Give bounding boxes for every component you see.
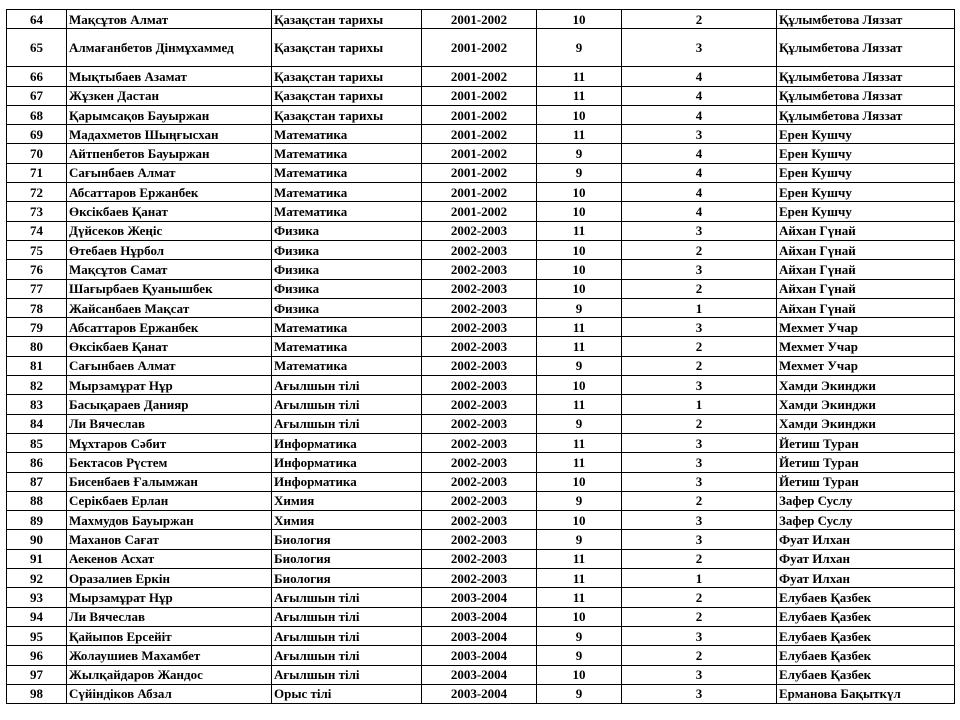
grade-cell: 9: [537, 298, 622, 317]
academic-year-cell: 2002-2003: [422, 356, 537, 375]
subject-cell: Ағылшын тілі: [272, 607, 422, 626]
row-number-cell: 94: [7, 607, 67, 626]
table-row: [7, 569, 955, 588]
teacher-name-cell: Йетиш Туран: [777, 453, 955, 472]
row-number-cell: 90: [7, 530, 67, 549]
place-cell: 2: [622, 607, 777, 626]
teacher-name-cell: Құлымбетова Ляззат: [777, 29, 955, 67]
grade-cell: 10: [537, 665, 622, 684]
row-number-cell: 76: [7, 260, 67, 279]
academic-year-cell: 2001-2002: [422, 125, 537, 144]
grade-cell: 10: [537, 105, 622, 124]
academic-year-cell: 2003-2004: [422, 626, 537, 645]
place-cell: 4: [622, 144, 777, 163]
subject-cell: Информатика: [272, 472, 422, 491]
row-number-cell: 64: [7, 10, 67, 29]
table-row: [7, 626, 955, 645]
student-name-cell: Серікбаев Ерлан: [67, 491, 272, 510]
student-name-cell: Бектасов Рүстем: [67, 453, 272, 472]
student-name-cell: Басықараев Данияр: [67, 395, 272, 414]
subject-cell: Ағылшын тілі: [272, 665, 422, 684]
academic-year-cell: 2002-2003: [422, 376, 537, 395]
place-cell: 3: [622, 511, 777, 530]
academic-year-cell: 2003-2004: [422, 684, 537, 703]
subject-cell: Орыс тілі: [272, 684, 422, 703]
place-cell: 2: [622, 491, 777, 510]
academic-year-cell: 2001-2002: [422, 29, 537, 67]
row-number-cell: 88: [7, 491, 67, 510]
place-cell: 1: [622, 569, 777, 588]
grade-cell: 10: [537, 260, 622, 279]
row-number-cell: 71: [7, 163, 67, 182]
teacher-name-cell: Ерен Кушчу: [777, 202, 955, 221]
subject-cell: Математика: [272, 183, 422, 202]
table-row: [7, 395, 955, 414]
subject-cell: Қазақстан тарихы: [272, 86, 422, 105]
teacher-name-cell: Ерманова Бақыткүл: [777, 684, 955, 703]
grade-cell: 11: [537, 318, 622, 337]
table-row: [7, 260, 955, 279]
table-row: [7, 491, 955, 510]
table-row: [7, 376, 955, 395]
table-row: [7, 10, 955, 29]
grade-cell: 10: [537, 10, 622, 29]
grade-cell: 9: [537, 491, 622, 510]
place-cell: 4: [622, 163, 777, 182]
teacher-name-cell: Хамди Экинджи: [777, 414, 955, 433]
row-number-cell: 69: [7, 125, 67, 144]
subject-cell: Физика: [272, 298, 422, 317]
grade-cell: 10: [537, 240, 622, 259]
subject-cell: Биология: [272, 530, 422, 549]
student-name-cell: Абсаттаров Ержанбек: [67, 318, 272, 337]
table-row: [7, 433, 955, 452]
row-number-cell: 91: [7, 549, 67, 568]
student-name-cell: Алмағанбетов Дінмұхаммед: [67, 29, 272, 67]
academic-year-cell: 2001-2002: [422, 10, 537, 29]
student-name-cell: Өксікбаев Қанат: [67, 337, 272, 356]
academic-year-cell: 2001-2002: [422, 86, 537, 105]
row-number-cell: 72: [7, 183, 67, 202]
academic-year-cell: 2002-2003: [422, 511, 537, 530]
academic-year-cell: 2002-2003: [422, 298, 537, 317]
place-cell: 3: [622, 684, 777, 703]
academic-year-cell: 2001-2002: [422, 105, 537, 124]
subject-cell: Қазақстан тарихы: [272, 67, 422, 86]
grade-cell: 10: [537, 511, 622, 530]
row-number-cell: 75: [7, 240, 67, 259]
row-number-cell: 83: [7, 395, 67, 414]
grade-cell: 10: [537, 183, 622, 202]
teacher-name-cell: Айхан Гүнай: [777, 240, 955, 259]
place-cell: 2: [622, 356, 777, 375]
grade-cell: 9: [537, 144, 622, 163]
place-cell: 3: [622, 626, 777, 645]
grade-cell: 9: [537, 626, 622, 645]
subject-cell: Математика: [272, 125, 422, 144]
student-name-cell: Мырзамұрат Нұр: [67, 588, 272, 607]
academic-year-cell: 2002-2003: [422, 453, 537, 472]
place-cell: 2: [622, 10, 777, 29]
place-cell: 3: [622, 318, 777, 337]
row-number-cell: 73: [7, 202, 67, 221]
table-row: [7, 684, 955, 703]
place-cell: 2: [622, 646, 777, 665]
table-row: [7, 163, 955, 182]
results-table: [6, 9, 955, 704]
place-cell: 4: [622, 202, 777, 221]
teacher-name-cell: Айхан Гүнай: [777, 221, 955, 240]
student-name-cell: Өксікбаев Қанат: [67, 202, 272, 221]
table-row: [7, 221, 955, 240]
student-name-cell: Мұхтаров Сәбит: [67, 433, 272, 452]
place-cell: 2: [622, 279, 777, 298]
academic-year-cell: 2002-2003: [422, 491, 537, 510]
teacher-name-cell: Ерен Кушчу: [777, 125, 955, 144]
table-row: [7, 279, 955, 298]
row-number-cell: 67: [7, 86, 67, 105]
teacher-name-cell: Йетиш Туран: [777, 433, 955, 452]
student-name-cell: Қарымсақов Бауыржан: [67, 105, 272, 124]
student-name-cell: Маханов Сағат: [67, 530, 272, 549]
teacher-name-cell: Айхан Гүнай: [777, 260, 955, 279]
academic-year-cell: 2002-2003: [422, 530, 537, 549]
subject-cell: Физика: [272, 260, 422, 279]
subject-cell: Физика: [272, 240, 422, 259]
place-cell: 3: [622, 260, 777, 279]
place-cell: 3: [622, 221, 777, 240]
row-number-cell: 93: [7, 588, 67, 607]
student-name-cell: Қайыпов Ерсейіт: [67, 626, 272, 645]
grade-cell: 9: [537, 684, 622, 703]
academic-year-cell: 2003-2004: [422, 646, 537, 665]
teacher-name-cell: Ерен Кушчу: [777, 183, 955, 202]
grade-cell: 11: [537, 549, 622, 568]
academic-year-cell: 2001-2002: [422, 67, 537, 86]
row-number-cell: 82: [7, 376, 67, 395]
academic-year-cell: 2003-2004: [422, 665, 537, 684]
student-name-cell: Жолаушиев Махамбет: [67, 646, 272, 665]
teacher-name-cell: Фуат Илхан: [777, 530, 955, 549]
place-cell: 2: [622, 588, 777, 607]
grade-cell: 11: [537, 569, 622, 588]
table-row: [7, 144, 955, 163]
row-number-cell: 87: [7, 472, 67, 491]
row-number-cell: 68: [7, 105, 67, 124]
table-row: [7, 472, 955, 491]
subject-cell: Биология: [272, 549, 422, 568]
table-row: [7, 414, 955, 433]
subject-cell: Биология: [272, 569, 422, 588]
teacher-name-cell: Йетиш Туран: [777, 472, 955, 491]
table-row: [7, 240, 955, 259]
subject-cell: Математика: [272, 163, 422, 182]
row-number-cell: 92: [7, 569, 67, 588]
table-row: [7, 86, 955, 105]
place-cell: 3: [622, 376, 777, 395]
place-cell: 2: [622, 240, 777, 259]
row-number-cell: 66: [7, 67, 67, 86]
academic-year-cell: 2002-2003: [422, 395, 537, 414]
subject-cell: Математика: [272, 356, 422, 375]
academic-year-cell: 2001-2002: [422, 202, 537, 221]
row-number-cell: 77: [7, 279, 67, 298]
place-cell: 3: [622, 433, 777, 452]
table-row: [7, 607, 955, 626]
student-name-cell: Мақсұтов Алмат: [67, 10, 272, 29]
grade-cell: 11: [537, 86, 622, 105]
teacher-name-cell: Құлымбетова Ляззат: [777, 67, 955, 86]
teacher-name-cell: Хамди Экинджи: [777, 395, 955, 414]
table-row: [7, 105, 955, 124]
subject-cell: Физика: [272, 221, 422, 240]
place-cell: 1: [622, 395, 777, 414]
subject-cell: Ағылшын тілі: [272, 376, 422, 395]
student-name-cell: Жылқайдаров Жандос: [67, 665, 272, 684]
teacher-name-cell: Мехмет Учар: [777, 356, 955, 375]
teacher-name-cell: Елубаев Қазбек: [777, 626, 955, 645]
row-number-cell: 84: [7, 414, 67, 433]
place-cell: 3: [622, 530, 777, 549]
subject-cell: Физика: [272, 279, 422, 298]
row-number-cell: 96: [7, 646, 67, 665]
table-row: [7, 67, 955, 86]
academic-year-cell: 2002-2003: [422, 569, 537, 588]
academic-year-cell: 2002-2003: [422, 240, 537, 259]
table-row: [7, 356, 955, 375]
academic-year-cell: 2003-2004: [422, 607, 537, 626]
teacher-name-cell: Құлымбетова Ляззат: [777, 10, 955, 29]
grade-cell: 10: [537, 376, 622, 395]
subject-cell: Математика: [272, 202, 422, 221]
grade-cell: 10: [537, 279, 622, 298]
teacher-name-cell: Мехмет Учар: [777, 318, 955, 337]
grade-cell: 10: [537, 472, 622, 491]
student-name-cell: Махмудов Бауыржан: [67, 511, 272, 530]
academic-year-cell: 2003-2004: [422, 588, 537, 607]
row-number-cell: 86: [7, 453, 67, 472]
teacher-name-cell: Елубаев Қазбек: [777, 646, 955, 665]
student-name-cell: Дүйсеков Жеңіс: [67, 221, 272, 240]
teacher-name-cell: Құлымбетова Ляззат: [777, 86, 955, 105]
grade-cell: 9: [537, 646, 622, 665]
place-cell: 1: [622, 298, 777, 317]
grade-cell: 11: [537, 221, 622, 240]
place-cell: 4: [622, 183, 777, 202]
row-number-cell: 74: [7, 221, 67, 240]
teacher-name-cell: Зафер Суслу: [777, 491, 955, 510]
subject-cell: Қазақстан тарихы: [272, 105, 422, 124]
grade-cell: 9: [537, 414, 622, 433]
subject-cell: Қазақстан тарихы: [272, 29, 422, 67]
place-cell: 2: [622, 337, 777, 356]
academic-year-cell: 2002-2003: [422, 414, 537, 433]
teacher-name-cell: Елубаев Қазбек: [777, 588, 955, 607]
grade-cell: 10: [537, 202, 622, 221]
teacher-name-cell: Фуат Илхан: [777, 569, 955, 588]
subject-cell: Химия: [272, 491, 422, 510]
student-name-cell: Оразалиев Еркін: [67, 569, 272, 588]
table-row: [7, 665, 955, 684]
row-number-cell: 95: [7, 626, 67, 645]
student-name-cell: Бисенбаев Ғалымжан: [67, 472, 272, 491]
grade-cell: 9: [537, 530, 622, 549]
table-row: [7, 511, 955, 530]
academic-year-cell: 2002-2003: [422, 221, 537, 240]
teacher-name-cell: Айхан Гүнай: [777, 298, 955, 317]
table-row: [7, 549, 955, 568]
teacher-name-cell: Ерен Кушчу: [777, 163, 955, 182]
academic-year-cell: 2002-2003: [422, 549, 537, 568]
student-name-cell: Ли Вячеслав: [67, 607, 272, 626]
teacher-name-cell: Елубаев Қазбек: [777, 665, 955, 684]
grade-cell: 9: [537, 356, 622, 375]
teacher-name-cell: Ерен Кушчу: [777, 144, 955, 163]
student-name-cell: Мырзамұрат Нұр: [67, 376, 272, 395]
row-number-cell: 70: [7, 144, 67, 163]
student-name-cell: Жайсанбаев Мақсат: [67, 298, 272, 317]
academic-year-cell: 2002-2003: [422, 260, 537, 279]
row-number-cell: 81: [7, 356, 67, 375]
academic-year-cell: 2001-2002: [422, 163, 537, 182]
table-row: [7, 202, 955, 221]
place-cell: 3: [622, 29, 777, 67]
student-name-cell: Мықтыбаев Азамат: [67, 67, 272, 86]
place-cell: 4: [622, 105, 777, 124]
subject-cell: Қазақстан тарихы: [272, 10, 422, 29]
student-name-cell: Абсаттаров Ержанбек: [67, 183, 272, 202]
table-body: [7, 10, 955, 704]
place-cell: 3: [622, 665, 777, 684]
student-name-cell: Өтебаев Нұрбол: [67, 240, 272, 259]
grade-cell: 11: [537, 125, 622, 144]
row-number-cell: 79: [7, 318, 67, 337]
subject-cell: Химия: [272, 511, 422, 530]
subject-cell: Ағылшын тілі: [272, 414, 422, 433]
academic-year-cell: 2002-2003: [422, 337, 537, 356]
teacher-name-cell: Зафер Суслу: [777, 511, 955, 530]
subject-cell: Ағылшын тілі: [272, 588, 422, 607]
grade-cell: 11: [537, 453, 622, 472]
table-row: [7, 183, 955, 202]
row-number-cell: 89: [7, 511, 67, 530]
teacher-name-cell: Мехмет Учар: [777, 337, 955, 356]
student-name-cell: Сүйіндіков Абзал: [67, 684, 272, 703]
student-name-cell: Жұзкен Дастан: [67, 86, 272, 105]
table-row: [7, 29, 955, 67]
subject-cell: Математика: [272, 318, 422, 337]
teacher-name-cell: Құлымбетова Ляззат: [777, 105, 955, 124]
table-row: [7, 318, 955, 337]
academic-year-cell: 2002-2003: [422, 472, 537, 491]
subject-cell: Ағылшын тілі: [272, 626, 422, 645]
subject-cell: Информатика: [272, 453, 422, 472]
place-cell: 4: [622, 67, 777, 86]
student-name-cell: Мадахметов Шыңғысхан: [67, 125, 272, 144]
table-row: [7, 298, 955, 317]
grade-cell: 11: [537, 67, 622, 86]
subject-cell: Математика: [272, 144, 422, 163]
academic-year-cell: 2001-2002: [422, 183, 537, 202]
student-name-cell: Сағынбаев Алмат: [67, 163, 272, 182]
grade-cell: 9: [537, 163, 622, 182]
academic-year-cell: 2002-2003: [422, 318, 537, 337]
student-name-cell: Сағынбаев Алмат: [67, 356, 272, 375]
grade-cell: 11: [537, 337, 622, 356]
subject-cell: Математика: [272, 337, 422, 356]
row-number-cell: 65: [7, 29, 67, 67]
student-name-cell: Мақсұтов Самат: [67, 260, 272, 279]
table-row: [7, 453, 955, 472]
academic-year-cell: 2001-2002: [422, 144, 537, 163]
place-cell: 3: [622, 125, 777, 144]
student-name-cell: Ли Вячеслав: [67, 414, 272, 433]
grade-cell: 9: [537, 29, 622, 67]
teacher-name-cell: Хамди Экинджи: [777, 376, 955, 395]
row-number-cell: 85: [7, 433, 67, 452]
teacher-name-cell: Айхан Гүнай: [777, 279, 955, 298]
row-number-cell: 97: [7, 665, 67, 684]
place-cell: 4: [622, 86, 777, 105]
student-name-cell: Шағырбаев Қуанышбек: [67, 279, 272, 298]
subject-cell: Информатика: [272, 433, 422, 452]
student-name-cell: Аекенов Асхат: [67, 549, 272, 568]
table-row: [7, 646, 955, 665]
grade-cell: 11: [537, 433, 622, 452]
row-number-cell: 98: [7, 684, 67, 703]
row-number-cell: 80: [7, 337, 67, 356]
student-name-cell: Айтпенбетов Бауыржан: [67, 144, 272, 163]
academic-year-cell: 2002-2003: [422, 433, 537, 452]
place-cell: 3: [622, 472, 777, 491]
subject-cell: Ағылшын тілі: [272, 646, 422, 665]
table-row: [7, 337, 955, 356]
row-number-cell: 78: [7, 298, 67, 317]
grade-cell: 11: [537, 395, 622, 414]
grade-cell: 10: [537, 607, 622, 626]
table-row: [7, 125, 955, 144]
place-cell: 3: [622, 453, 777, 472]
grade-cell: 11: [537, 588, 622, 607]
table-row: [7, 588, 955, 607]
place-cell: 2: [622, 549, 777, 568]
teacher-name-cell: Фуат Илхан: [777, 549, 955, 568]
academic-year-cell: 2002-2003: [422, 279, 537, 298]
table-row: [7, 530, 955, 549]
subject-cell: Ағылшын тілі: [272, 395, 422, 414]
teacher-name-cell: Елубаев Қазбек: [777, 607, 955, 626]
place-cell: 2: [622, 414, 777, 433]
